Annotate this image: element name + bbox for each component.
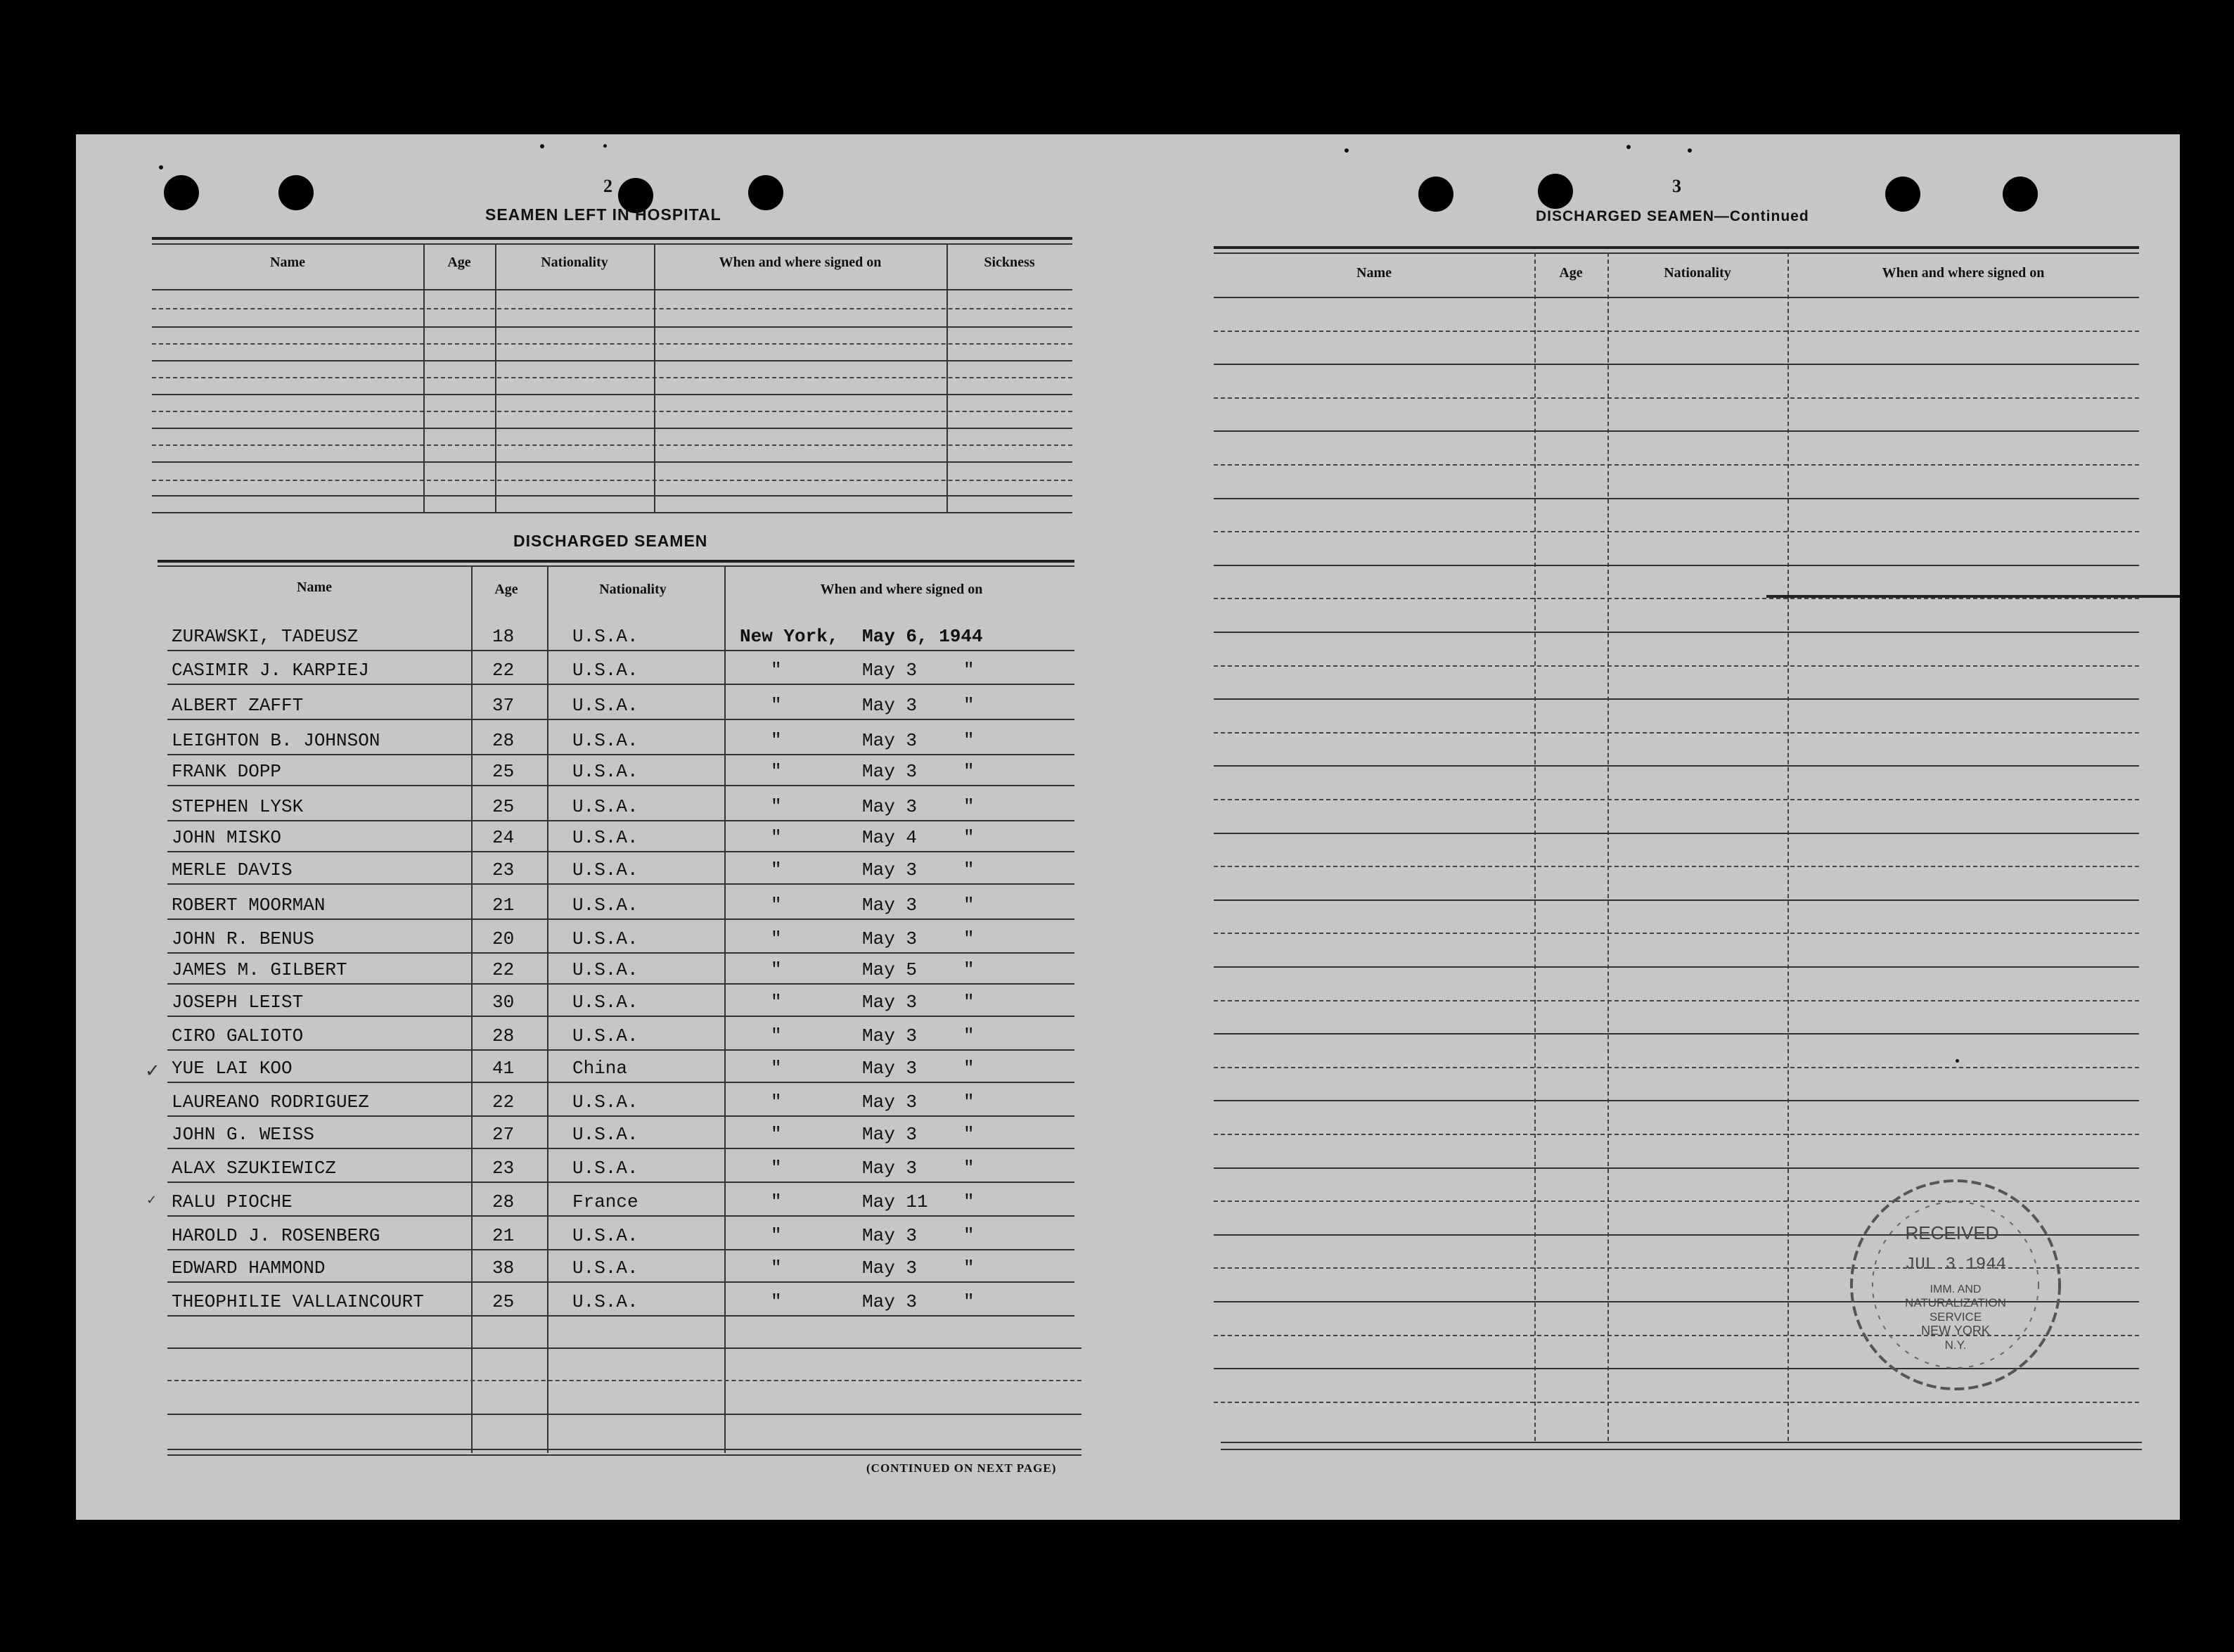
- table-row-rule: [167, 918, 1074, 920]
- seaman-nationality: U.S.A.: [572, 1025, 638, 1046]
- seaman-age: 37: [492, 695, 515, 716]
- seaman-age: 38: [492, 1257, 515, 1279]
- seaman-age: 30: [492, 992, 515, 1013]
- check-mark: ✓: [146, 1193, 158, 1208]
- signed-on-ditto: ": [963, 695, 975, 716]
- table-row-rule: [1214, 732, 2139, 734]
- table-rule: [152, 480, 1072, 481]
- table-row-rule: [167, 1148, 1074, 1149]
- stamp-line: NEW YORK: [1921, 1324, 1990, 1338]
- signed-on-place: ": [771, 992, 782, 1013]
- signed-on-place: ": [771, 730, 782, 751]
- table-rule: [1221, 1442, 2142, 1443]
- table-rule: [152, 360, 1072, 361]
- signed-on-place: ": [771, 1291, 782, 1312]
- check-mark: ✓: [145, 1061, 160, 1082]
- seaman-name: HAROLD J. ROSENBERG: [172, 1225, 380, 1246]
- signed-on-date: May 3: [862, 730, 918, 751]
- column-header: Name: [270, 255, 305, 270]
- signed-on-place: ": [771, 1191, 782, 1212]
- page-number: 2: [603, 176, 612, 196]
- table-rule: [152, 289, 1072, 290]
- seaman-age: 22: [492, 1091, 515, 1113]
- signed-on-ditto: ": [963, 895, 975, 916]
- signed-on-place: ": [771, 695, 782, 716]
- table-row-rule: [1214, 364, 2139, 365]
- signed-on-date: May 3: [862, 695, 918, 716]
- seaman-name: JOHN R. BENUS: [172, 928, 314, 949]
- seaman-age: 23: [492, 859, 515, 881]
- column-header: Age: [1559, 265, 1583, 281]
- table-row-rule: [1214, 665, 2139, 667]
- seaman-nationality: U.S.A.: [572, 1124, 638, 1145]
- seaman-nationality: U.S.A.: [572, 827, 638, 848]
- seaman-age: 22: [492, 959, 515, 980]
- seaman-nationality: U.S.A.: [572, 1225, 638, 1246]
- column-header: Sickness: [984, 255, 1035, 270]
- column-header: Nationality: [1664, 265, 1731, 281]
- column-header: Nationality: [599, 582, 667, 597]
- table-rule: [152, 377, 1072, 378]
- signed-on-ditto: ": [963, 1124, 975, 1145]
- table-row-rule: [167, 952, 1074, 954]
- table-rule: [152, 411, 1072, 412]
- signed-on-date: May 3: [862, 1091, 918, 1113]
- seaman-age: 21: [492, 1225, 515, 1246]
- signed-on-place: ": [771, 1124, 782, 1145]
- column-header: When and where signed on: [719, 255, 882, 270]
- seaman-name: JAMES M. GILBERT: [172, 959, 347, 980]
- table-row-rule: [167, 1016, 1074, 1017]
- punch-hole: [1885, 177, 1920, 212]
- table-row-rule: [167, 1281, 1074, 1283]
- signed-on-date: May 3: [862, 761, 918, 782]
- signed-on-ditto: ": [963, 959, 975, 980]
- table-row-rule: [1214, 498, 2139, 499]
- seaman-age: 25: [492, 796, 515, 817]
- speck: [1626, 145, 1631, 149]
- signed-on-place: ": [771, 1225, 782, 1246]
- signed-on-date: May 3: [862, 660, 918, 681]
- seaman-nationality: U.S.A.: [572, 992, 638, 1013]
- signed-on-date: May 4: [862, 827, 918, 848]
- table-row-rule: [1214, 1033, 2139, 1035]
- punch-hole: [278, 175, 314, 210]
- seaman-name: THEOPHILIE VALLAINCOURT: [172, 1291, 424, 1312]
- seaman-age: 25: [492, 761, 515, 782]
- table-row-rule: [1214, 1100, 2139, 1101]
- signed-on-ditto: ": [963, 928, 975, 949]
- column-rule: [946, 243, 948, 513]
- signed-on-date: May 3: [862, 1291, 918, 1312]
- table-rule: [152, 394, 1072, 395]
- signed-on-place: ": [771, 959, 782, 980]
- seaman-name: ZURAWSKI, TADEUSZ: [172, 626, 359, 647]
- table-rule: [152, 237, 1072, 240]
- seaman-name: YUE LAI KOO: [172, 1058, 293, 1079]
- signed-on-date: May 3: [862, 1158, 918, 1179]
- table-rule: [152, 326, 1072, 328]
- speck: [1956, 1059, 1959, 1063]
- table-row-rule: [167, 684, 1074, 685]
- table-row-rule: [167, 719, 1074, 720]
- speck: [159, 165, 163, 169]
- table-rule: [158, 560, 1074, 563]
- punch-hole: [164, 175, 199, 210]
- signed-on-ditto: ": [963, 660, 975, 681]
- signed-on-place: ": [771, 895, 782, 916]
- table-row-rule: [167, 754, 1074, 755]
- seaman-name: CASIMIR J. KARPIEJ: [172, 660, 369, 681]
- table-row-rule: [1214, 799, 2139, 800]
- table-row-rule: [167, 650, 1074, 651]
- seaman-name: ALAX SZUKIEWICZ: [172, 1158, 337, 1179]
- hospital-section-title: SEAMEN LEFT IN HOSPITAL: [485, 205, 721, 224]
- table-row-rule: [167, 983, 1074, 985]
- table-rule: [152, 343, 1072, 345]
- signed-on-place: ": [771, 827, 782, 848]
- punch-hole: [2003, 177, 2038, 212]
- table-rule: [152, 308, 1072, 309]
- table-row-rule: [1214, 632, 2139, 633]
- stamp-line: RECEIVED: [1905, 1222, 1999, 1243]
- table-rule: [152, 243, 1072, 245]
- column-header: Name: [297, 580, 332, 595]
- table-row-rule: [167, 1249, 1074, 1250]
- table-row-rule: [1214, 531, 2139, 532]
- table-row-rule: [1214, 397, 2139, 399]
- continued-section-title: DISCHARGED SEAMEN—Continued: [1536, 208, 1809, 224]
- seaman-age: 28: [492, 1191, 515, 1212]
- table-row-rule: [167, 1182, 1074, 1183]
- column-rule: [471, 565, 473, 1453]
- seaman-name: LAUREANO RODRIGUEZ: [172, 1091, 369, 1113]
- stamp-line: N.Y.: [1944, 1338, 1967, 1352]
- seaman-age: 25: [492, 1291, 515, 1312]
- signed-on-place: ": [771, 1257, 782, 1279]
- signed-on-ditto: ": [963, 1091, 975, 1113]
- column-header: Nationality: [541, 255, 608, 270]
- seaman-name: JOHN MISKO: [172, 827, 282, 848]
- table-rule: [152, 461, 1072, 463]
- signed-on-place: New York,: [740, 626, 839, 647]
- signed-on-ditto: ": [963, 1158, 975, 1179]
- punch-hole: [1418, 177, 1453, 212]
- stamp-line: SERVICE: [1929, 1310, 1982, 1324]
- speck: [1344, 148, 1349, 153]
- signed-on-date: May 3: [862, 895, 918, 916]
- signed-on-ditto: ": [963, 1257, 975, 1279]
- table-rule: [158, 565, 1074, 567]
- punch-hole: [748, 175, 783, 210]
- signed-on-date: May 3: [862, 1025, 918, 1046]
- column-rule: [724, 565, 726, 1453]
- signed-on-ditto: ": [963, 992, 975, 1013]
- signed-on-ditto: ": [963, 827, 975, 848]
- seaman-age: 41: [492, 1058, 515, 1079]
- signed-on-date: May 3: [862, 796, 918, 817]
- table-rule: [152, 428, 1072, 429]
- signed-on-ditto: ": [963, 761, 975, 782]
- column-header: Age: [494, 582, 518, 597]
- column-rule: [547, 565, 548, 1453]
- seaman-nationality: U.S.A.: [572, 626, 638, 647]
- stamp-line: NATURALIZATION: [1905, 1296, 2006, 1310]
- table-row-rule: [1214, 1134, 2139, 1135]
- seaman-nationality: U.S.A.: [572, 1257, 638, 1279]
- table-row-rule: [167, 1315, 1074, 1317]
- table-row-rule: [1214, 933, 2139, 934]
- signed-on-date: May 6, 1944: [862, 626, 983, 647]
- seaman-age: 21: [492, 895, 515, 916]
- seaman-nationality: France: [572, 1191, 638, 1212]
- received-stamp: [1847, 1176, 2065, 1394]
- seaman-name: ALBERT ZAFFT: [172, 695, 304, 716]
- seaman-name: FRANK DOPP: [172, 761, 282, 782]
- table-row-rule: [167, 785, 1074, 786]
- seaman-nationality: U.S.A.: [572, 928, 638, 949]
- table-row-rule: [167, 1082, 1074, 1083]
- continued-footer: (CONTINUED ON NEXT PAGE): [866, 1461, 1057, 1475]
- table-row-rule: [1214, 1067, 2139, 1068]
- table-rule: [167, 1347, 1081, 1349]
- table-row-rule: [167, 1215, 1074, 1217]
- table-row-rule: [1214, 765, 2139, 767]
- seaman-nationality: U.S.A.: [572, 1291, 638, 1312]
- signed-on-place: ": [771, 761, 782, 782]
- signed-on-date: May 11: [862, 1191, 928, 1212]
- table-row-rule: [167, 1049, 1074, 1051]
- seaman-name: ROBERT MOORMAN: [172, 895, 326, 916]
- signed-on-date: May 3: [862, 928, 918, 949]
- table-row-rule: [167, 851, 1074, 852]
- seaman-age: 27: [492, 1124, 515, 1145]
- seaman-name: EDWARD HAMMOND: [172, 1257, 326, 1279]
- signed-on-ditto: ": [963, 859, 975, 881]
- table-row-rule: [1214, 1167, 2139, 1169]
- table-row-rule: [1214, 598, 2139, 599]
- signed-on-place: ": [771, 660, 782, 681]
- seaman-age: 24: [492, 827, 515, 848]
- table-row-rule: [167, 883, 1074, 885]
- table-rule: [152, 512, 1072, 513]
- table-row-rule: [1214, 331, 2139, 332]
- table-row-rule: [1214, 565, 2139, 566]
- signed-on-place: ": [771, 859, 782, 881]
- table-row-rule: [1214, 866, 2139, 867]
- seaman-age: 23: [492, 1158, 515, 1179]
- table-rule: [152, 444, 1072, 446]
- seaman-nationality: U.S.A.: [572, 1091, 638, 1113]
- table-row-rule: [1214, 899, 2139, 901]
- signed-on-date: May 3: [862, 1058, 918, 1079]
- speck: [603, 144, 607, 148]
- table-row-rule: [1214, 1402, 2139, 1403]
- table-row-rule: [1214, 297, 2139, 298]
- seaman-nationality: China: [572, 1058, 628, 1079]
- signed-on-ditto: ": [963, 1191, 975, 1212]
- table-rule: [167, 1414, 1081, 1415]
- table-rule: [1221, 1449, 2142, 1450]
- seaman-age: 22: [492, 660, 515, 681]
- column-header: Age: [447, 255, 471, 270]
- seaman-nationality: U.S.A.: [572, 1158, 638, 1179]
- table-rule: [1766, 595, 2180, 598]
- signed-on-date: May 3: [862, 992, 918, 1013]
- signed-on-ditto: ": [963, 1058, 975, 1079]
- seaman-nationality: U.S.A.: [572, 660, 638, 681]
- signed-on-ditto: ": [963, 796, 975, 817]
- discharged-section-title: DISCHARGED SEAMEN: [513, 532, 708, 550]
- seaman-name: CIRO GALIOTO: [172, 1025, 304, 1046]
- seaman-age: 28: [492, 730, 515, 751]
- seaman-nationality: U.S.A.: [572, 895, 638, 916]
- stamp-line: JUL 3 1944: [1904, 1255, 2007, 1274]
- table-rule: [1214, 252, 2139, 254]
- table-rule: [167, 1449, 1081, 1450]
- signed-on-place: ": [771, 1091, 782, 1113]
- speck: [1688, 148, 1692, 153]
- signed-on-place: ": [771, 1025, 782, 1046]
- signed-on-place: ": [771, 928, 782, 949]
- seaman-age: 28: [492, 1025, 515, 1046]
- table-row-rule: [1214, 833, 2139, 834]
- table-row-rule: [1214, 464, 2139, 466]
- signed-on-ditto: ": [963, 1225, 975, 1246]
- signed-on-place: ": [771, 796, 782, 817]
- seaman-name: RALU PIOCHE: [172, 1191, 293, 1212]
- table-row-rule: [1214, 698, 2139, 700]
- seaman-name: LEIGHTON B. JOHNSON: [172, 730, 380, 751]
- seaman-nationality: U.S.A.: [572, 761, 638, 782]
- table-row-rule: [1214, 1000, 2139, 1001]
- seaman-age: 20: [492, 928, 515, 949]
- signed-on-place: ": [771, 1058, 782, 1079]
- signed-on-date: May 3: [862, 1225, 918, 1246]
- seaman-name: MERLE DAVIS: [172, 859, 293, 881]
- seaman-age: 18: [492, 626, 515, 647]
- table-row-rule: [167, 1115, 1074, 1117]
- signed-on-ditto: ": [963, 1291, 975, 1312]
- seaman-nationality: U.S.A.: [572, 730, 638, 751]
- seaman-nationality: U.S.A.: [572, 695, 638, 716]
- stamp-line: IMM. AND: [1930, 1283, 1982, 1295]
- table-rule: [1214, 246, 2139, 249]
- punch-hole: [1538, 174, 1573, 209]
- column-rule: [654, 243, 655, 513]
- column-rule: [423, 243, 425, 513]
- table-rule: [152, 495, 1072, 497]
- table-rule: [167, 1380, 1081, 1381]
- seaman-name: JOSEPH LEIST: [172, 992, 304, 1013]
- table-row-rule: [167, 820, 1074, 821]
- signed-on-date: May 3: [862, 859, 918, 881]
- column-rule: [495, 243, 496, 513]
- seaman-name: STEPHEN LYSK: [172, 796, 304, 817]
- seaman-name: JOHN G. WEISS: [172, 1124, 314, 1145]
- signed-on-date: May 3: [862, 1257, 918, 1279]
- signed-on-ditto: ": [963, 730, 975, 751]
- signed-on-ditto: ": [963, 1025, 975, 1046]
- column-header: Name: [1356, 265, 1392, 281]
- page-number: 3: [1672, 176, 1681, 196]
- signed-on-date: May 3: [862, 1124, 918, 1145]
- table-row-rule: [1214, 966, 2139, 968]
- speck: [540, 144, 544, 148]
- seaman-nationality: U.S.A.: [572, 796, 638, 817]
- signed-on-place: ": [771, 1158, 782, 1179]
- signed-on-date: May 5: [862, 959, 918, 980]
- table-rule: [167, 1454, 1081, 1456]
- column-header: When and where signed on: [1882, 265, 2045, 281]
- seaman-nationality: U.S.A.: [572, 959, 638, 980]
- column-header: When and where signed on: [820, 582, 983, 597]
- table-row-rule: [1214, 430, 2139, 432]
- seaman-nationality: U.S.A.: [572, 859, 638, 881]
